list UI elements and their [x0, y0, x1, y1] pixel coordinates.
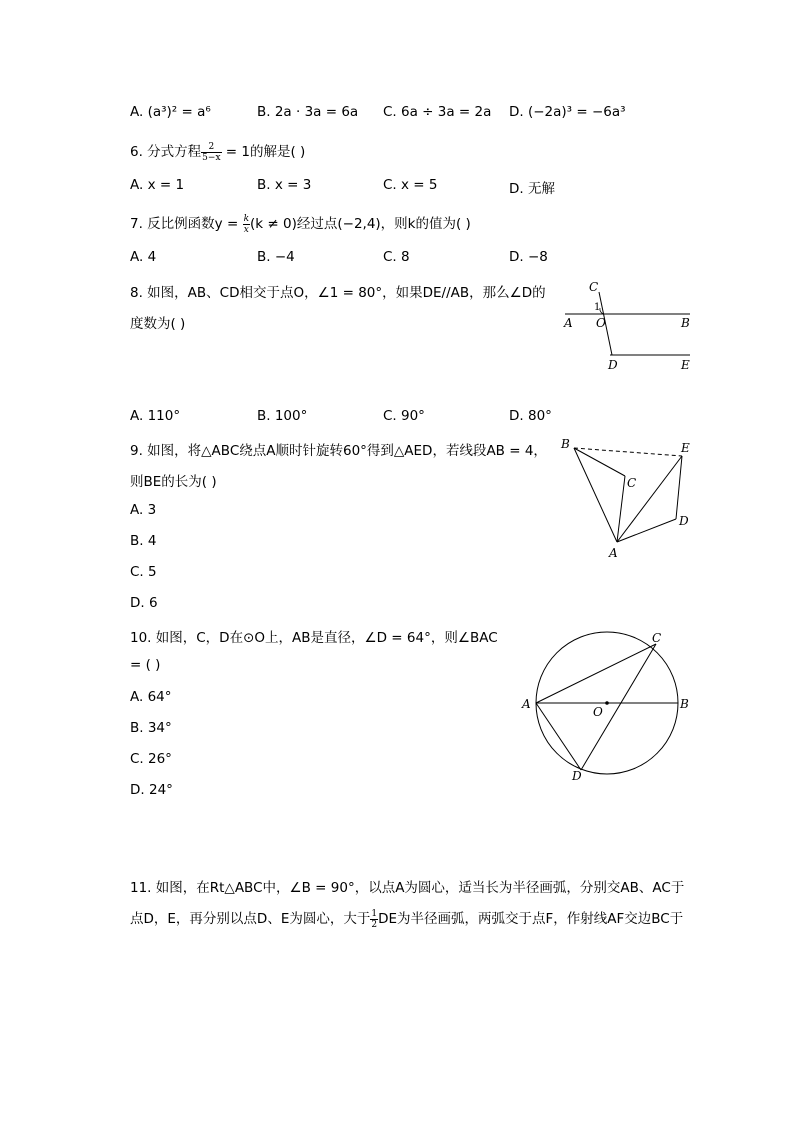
q8-label-e: E: [681, 358, 690, 372]
q10-label-b: B: [680, 697, 689, 711]
q7-option-a: A. 4: [130, 249, 157, 265]
q7-frac-num: k: [243, 213, 250, 224]
q8-option-a: A. 110°: [130, 408, 181, 424]
q6-frac-den: 5−x: [202, 152, 221, 163]
q11-fraction: [370, 909, 378, 930]
q8-stem-line1: 8. 如图，AB、CD相交于点O，∠1 = 80°，如果DE//AB，那么∠D的: [130, 285, 546, 301]
q10-label-a: A: [522, 697, 531, 711]
q8-label-b: B: [681, 316, 690, 330]
q10-center-dot: [605, 701, 609, 705]
q9-label-a: A: [609, 546, 618, 560]
q6-prefix: 6. 分式方程: [130, 144, 202, 160]
q8-label-1: 1: [594, 302, 601, 313]
q9-option-b: B. 4: [130, 533, 157, 549]
q7-option-b: B. −4: [257, 249, 295, 265]
q8-label-c: C: [589, 280, 599, 294]
q6-option-d: D. 无解: [509, 181, 555, 197]
q9-label-c: C: [627, 476, 637, 490]
q6-stem: [130, 140, 305, 163]
q5-option-a: A. (a³)² = a⁶: [130, 104, 211, 120]
q10-stem-line2: = ( ): [130, 657, 161, 673]
q9-figure: [555, 432, 705, 564]
q6-fraction: [201, 142, 221, 163]
q7-option-d: D. −8: [509, 249, 548, 265]
q8-stem-line2: 度数为( ): [130, 316, 186, 332]
q11-stem-line1: 11. 如图，在Rt△ABC中，∠B = 90°，以点A为圆心，适当长为半径画弧，分别交AB、AC于: [130, 880, 685, 896]
q11-line2-pre: 点D，E，再分别以点D、E为圆心，大于: [130, 911, 371, 927]
q7-stem: [130, 212, 471, 235]
q10-option-b: B. 34°: [130, 720, 172, 736]
q9-label-e: E: [681, 441, 690, 455]
q10-stem-line1: 10. 如图，C，D在⊙O上，AB是直径，∠D = 64°，则∠BAC: [130, 630, 498, 646]
q5-option-b: B. 2a · 3a = 6a: [257, 104, 359, 120]
q8-option-c: C. 90°: [383, 408, 425, 424]
q7-option-c: C. 8: [383, 249, 410, 265]
q8-label-a: A: [564, 316, 573, 330]
q7-suffix: (k ≠ 0)经过点(−2,4)，则k的值为( ): [250, 216, 471, 232]
q8-option-b: B. 100°: [257, 408, 308, 424]
q10-figure: [515, 630, 695, 782]
q10-chord-ad: [536, 703, 581, 770]
q6-option-a: A. x = 1: [130, 177, 185, 193]
q8-label-d: D: [608, 358, 618, 372]
q6-suffix: = 1的解是( ): [221, 144, 306, 160]
q6-option-c: C. x = 5: [383, 177, 438, 193]
q7-prefix: 7. 反比例函数y =: [130, 216, 243, 232]
q9-segment-be-dashed: [574, 448, 682, 456]
q9-option-c: C. 5: [130, 564, 157, 580]
q10-option-d: D. 24°: [130, 782, 173, 798]
q10-label-c: C: [652, 631, 662, 645]
q10-option-c: C. 26°: [130, 751, 172, 767]
q9-label-d: D: [679, 514, 689, 528]
q9-option-a: A. 3: [130, 502, 157, 518]
q9-segment-ed: [676, 456, 682, 519]
q9-segment-bc: [574, 448, 625, 476]
q6-frac-num: 2: [201, 142, 221, 153]
q10-label-d: D: [572, 769, 582, 782]
q8-label-o: O: [596, 316, 606, 330]
q5-option-c: C. 6a ÷ 3a = 2a: [383, 104, 492, 120]
q7-frac-den: x: [243, 224, 249, 235]
q9-stem-line1: 9. 如图，将△ABC绕点A顺时针旋转60°得到△AED，若线段AB = 4，: [130, 443, 547, 459]
q6-option-b: B. x = 3: [257, 177, 312, 193]
q9-option-d: D. 6: [130, 595, 158, 611]
q11-frac-den: 2: [371, 919, 378, 930]
q11-frac-num: 1: [371, 908, 378, 919]
q9-label-b: B: [561, 437, 570, 451]
q11-line2-post: DE为半径画弧，两弧交于点F，作射线AF交边BC于: [378, 911, 684, 927]
q10-label-o: O: [593, 705, 603, 719]
q11-stem-line2: [130, 907, 683, 930]
q9-segment-ca: [617, 476, 625, 542]
q9-segment-ba: [574, 448, 617, 542]
q9-stem-line2: 则BE的长为( ): [130, 474, 217, 490]
q10-option-a: A. 64°: [130, 689, 172, 705]
q5-option-d: D. (−2a)³ = −6a³: [509, 104, 626, 120]
q7-fraction: [243, 214, 250, 235]
q8-figure: [560, 278, 700, 376]
q8-option-d: D. 80°: [509, 408, 552, 424]
